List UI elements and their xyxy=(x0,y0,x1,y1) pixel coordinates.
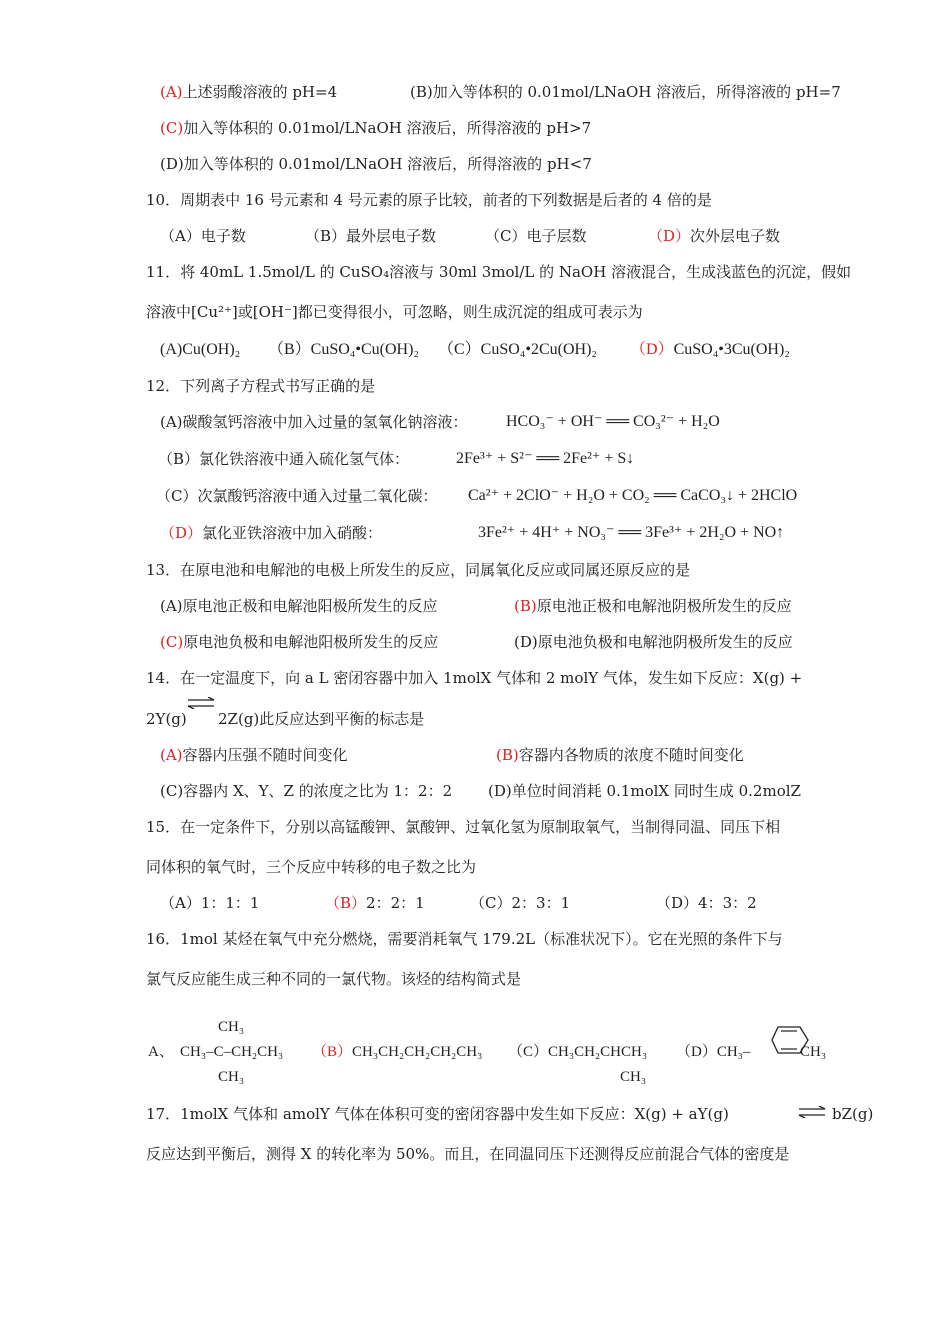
q17-stem-line1: 17．1molX 气体和 amolY 气体在体积可变的密闭容器中发生如下反应：X(g) + aY(g) xyxy=(146,1105,729,1123)
q13-option-b xyxy=(514,596,792,616)
q15-b-text: 2：2：1 xyxy=(366,894,425,912)
q13-b-label: (B) xyxy=(514,597,537,615)
q16-a-bottom-branch: CH₃ xyxy=(218,1069,245,1085)
q12-option-b: （B）氯化铁溶液中通入硫化氢气体： xyxy=(158,450,410,468)
q12-option-d-equation: 3Fe²⁺ + 4H⁺ + NO₃⁻ ══ 3Fe³⁺ + 2H₂O + NO↑ xyxy=(478,524,785,541)
q9-a-text: 上述弱酸溶液的 pH=4 xyxy=(182,83,338,101)
q15-b-label: （B） xyxy=(325,894,367,912)
q16-option-c: （C）CH₃CH₂CHCH₃ xyxy=(508,1044,648,1060)
q15-option-a: （A）1：1：1 xyxy=(160,894,260,912)
q12-option-d xyxy=(160,523,382,543)
q10-d-label: （D） xyxy=(648,227,691,245)
q10-option-a: （A）电子数 xyxy=(160,227,246,245)
q15-stem-line2: 同体积的氧气时，三个反应中转移的电子数之比为 xyxy=(146,858,477,876)
q13-stem: 13．在原电池和电解池的电极上所发生的反应，同属氧化反应或同属还原反应的是 xyxy=(146,561,691,579)
q14-a-text: 容器内压强不随时间变化 xyxy=(182,746,348,764)
equilibrium-arrow-icon xyxy=(187,697,215,709)
q15-option-d: （D）4：3：2 xyxy=(656,894,757,912)
q16-d-methyl: CH₃ xyxy=(800,1044,827,1060)
q15-option-b xyxy=(325,893,425,913)
q14-stem-line1: 14．在一定温度下，向 a L 密闭容器中加入 1molX 气体和 2 molY 气体，发生如下反应：X(g) + xyxy=(146,669,803,687)
q9-option-a xyxy=(160,82,337,102)
q11-option-c: （C）CuSO₄•2Cu(OH)₂ xyxy=(438,341,597,358)
q14-option-b xyxy=(496,745,744,765)
q13-c-text: 原电池负极和电解池阳极所发生的反应 xyxy=(183,633,439,651)
q13-b-text: 原电池正极和电解池阴极所发生的反应 xyxy=(536,597,792,615)
q16-b-text: CH₃CH₂CH₂CH₂CH₃ xyxy=(352,1044,483,1060)
q14-a-label: (A) xyxy=(160,746,183,764)
q14-option-d: (D)单位时间消耗 0.1molX 同时生成 0.2molZ xyxy=(488,782,801,800)
q12-d-text: 氯化亚铁溶液中加入硝酸： xyxy=(202,524,383,542)
q10-option-c: （C）电子层数 xyxy=(485,227,587,245)
q12-option-c-equation: Ca²⁺ + 2ClO⁻ + H₂O + CO₂ ══ CaCO₃↓ + 2HClO xyxy=(468,487,798,504)
q14-option-a xyxy=(160,745,348,765)
q13-option-a: (A)原电池正极和电解池阳极所发生的反应 xyxy=(160,597,438,615)
equilibrium-arrow-icon xyxy=(798,1106,826,1118)
q13-option-d: (D)原电池负极和电解池阴极所发生的反应 xyxy=(514,633,793,651)
q10-d-text: 次外层电子数 xyxy=(690,227,781,245)
q9-option-d: (D)加入等体积的 0.01mol/LNaOH 溶液后，所得溶液的 pH<7 xyxy=(160,155,592,173)
q9-option-c xyxy=(160,118,591,138)
q16-b-label: （B） xyxy=(312,1044,353,1060)
q9-option-b: (B)加入等体积的 0.01mol/LNaOH 溶液后，所得溶液的 pH=7 xyxy=(410,83,841,101)
q11-option-a: (A)Cu(OH)₂ xyxy=(160,341,241,358)
q14-b-label: (B) xyxy=(496,746,519,764)
q10-option-d xyxy=(648,226,780,246)
q14-stem-line2a: 2Y(g) xyxy=(146,710,187,728)
q16-a-top-branch: CH₃ xyxy=(218,1019,245,1035)
q13-option-c xyxy=(160,632,438,652)
q17-stem-line2: 反应达到平衡后，测得 X 的转化率为 50%。而且，在同温同压下还测得反应前混合气体的密度是 xyxy=(146,1145,790,1163)
q11-d-text: CuSO₄•3Cu(OH)₂ xyxy=(673,341,790,358)
q16-c-branch: CH₃ xyxy=(620,1069,647,1085)
q12-d-label: （D） xyxy=(160,524,203,542)
q12-option-a-equation: HCO₃⁻ + OH⁻ ══ CO₃²⁻ + H₂O xyxy=(506,413,720,430)
q15-stem-line1: 15．在一定条件下，分别以高锰酸钾、氯酸钾、过氧化氢为原制取氧气，当制得同温、同压下相 xyxy=(146,818,781,836)
q16-a-label: A、 xyxy=(148,1044,174,1060)
q10-stem: 10．周期表中 16 号元素和 4 号元素的原子比较，前者的下列数据是后者的 4 倍的是 xyxy=(146,191,712,209)
q9-c-label: (C) xyxy=(160,119,184,137)
q12-option-b-equation: 2Fe³⁺ + S²⁻ ══ 2Fe²⁺ + S↓ xyxy=(456,450,635,467)
q11-option-d xyxy=(630,340,790,360)
q14-b-text: 容器内各物质的浓度不随时间变化 xyxy=(518,746,744,764)
q11-stem-line2: 溶液中[Cu²⁺]或[OH⁻]都已变得很小，可忽略，则生成沉淀的组成可表示为 xyxy=(146,303,643,321)
q11-stem-line1: 11．将 40mL 1.5mol/L 的 CuSO₄溶液与 30ml 3mol/L 的 NaOH 溶液混合，生成浅蓝色的沉淀，假如 xyxy=(146,263,852,281)
q11-d-label: （D） xyxy=(630,341,674,358)
q15-option-c: （C）2：3：1 xyxy=(470,894,571,912)
q9-a-label: (A) xyxy=(160,83,183,101)
q16-option-d: （D）CH₃– xyxy=(676,1044,751,1060)
q16-stem-line2: 氯气反应能生成三种不同的一氯代物。该烃的结构简式是 xyxy=(146,970,522,988)
q13-c-label: (C) xyxy=(160,633,184,651)
q14-option-c: (C)容器内 X、Y、Z 的浓度之比为 1：2：2 xyxy=(160,782,453,800)
q16-stem-line1: 16．1mol 某烃在氧气中充分燃烧，需要消耗氧气 179.2L（标准状况下）。它在光照的条件下与 xyxy=(146,930,783,948)
q16-a-formula: CH₃–C–CH₂CH₃ xyxy=(180,1044,284,1060)
q10-option-b: （B）最外层电子数 xyxy=(305,227,437,245)
q16-option-b xyxy=(312,1042,482,1062)
q12-stem: 12．下列离子方程式书写正确的是 xyxy=(146,377,376,395)
q14-stem-line2b: 2Z(g)此反应达到平衡的标志是 xyxy=(218,710,425,728)
q12-option-a: (A)碳酸氢钙溶液中加入过量的氢氧化钠溶液： xyxy=(160,413,468,431)
q17-product: bZ(g) xyxy=(832,1105,874,1123)
q9-c-text: 加入等体积的 0.01mol/LNaOH 溶液后，所得溶液的 pH>7 xyxy=(183,119,592,137)
q11-option-b: （B）CuSO₄•Cu(OH)₂ xyxy=(268,341,419,358)
q12-option-c: （C）次氯酸钙溶液中通入过量二氧化碳： xyxy=(156,487,438,505)
